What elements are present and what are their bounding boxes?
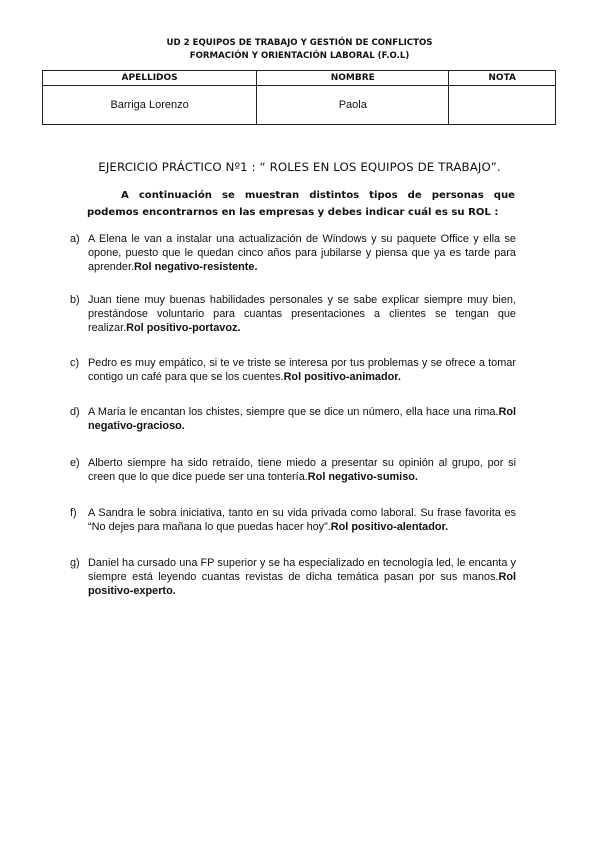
item-text: A Elena le van a instalar una actualización de Windows y su paquete Office y ella se opone, puesto que le quedan cinco años para jubilarse y piensa que ya es tarde para aprender. <box>88 233 516 273</box>
list-item <box>70 233 516 275</box>
table-row <box>43 86 556 125</box>
item-letter: c) <box>70 357 80 369</box>
item-role: Rol negativo-sumiso. <box>307 470 418 483</box>
list-item <box>70 406 516 434</box>
list-item <box>70 357 516 385</box>
item-letter: f) <box>70 507 77 519</box>
header-apellidos: APELLIDOS <box>43 71 257 86</box>
list-item <box>70 294 516 336</box>
item-letter: a) <box>70 233 80 245</box>
item-role: Rol positivo-experto. <box>88 570 516 597</box>
item-letter: b) <box>70 294 80 306</box>
list-item <box>70 557 516 599</box>
item-text: A María le encantan los chistes, siempre que se dice un número, ella hace una rima. <box>88 406 499 418</box>
exercise-title: EJERCICIO PRÁCTICO Nº1 : “ ROLES EN LOS EQUIPOS DE TRABAJO”. <box>98 160 501 174</box>
item-text: Daniel ha cursado una FP superior y se ha especializado en tecnología led, le encanta y siempre está leyendo cuantas revistas de dicha temática pasan por sus manos. <box>88 557 516 583</box>
item-letter: e) <box>70 457 80 469</box>
cell-apellidos: Barriga Lorenzo <box>43 86 257 125</box>
intro-paragraph: A continuación se muestran distintos tipos de personas que podemos encontrarnos en las empresas y debes indicar cuál es su ROL : <box>87 190 515 218</box>
header-nombre: NOMBRE <box>257 71 449 86</box>
list-item <box>70 457 516 485</box>
cell-nota <box>449 86 556 125</box>
item-letter: d) <box>70 406 80 418</box>
item-role: Rol negativo-gracioso. <box>88 406 516 432</box>
item-text: Pedro es muy empático, si te ve triste se interesa por tus problemas y se ofrece a tomar contigo un café para que se los cuentes. <box>88 357 516 383</box>
item-role: Rol positivo-portavoz. <box>126 321 241 334</box>
header-line-subject: FORMACIÓN Y ORIENTACIÓN LABORAL (F.O.L) <box>189 50 410 61</box>
item-role: Rol negativo-resistente. <box>134 260 258 273</box>
item-text: Alberto siempre ha sido retraído, tiene miedo a presentar su opinión al grupo, por si creen que lo que dice puede ser una tontería. <box>88 457 516 483</box>
item-text: A Sandra le sobra iniciativa, tanto en su vida privada como laboral. Su frase favorita es “No dejes para mañana lo que puedas hacer hoy”. <box>88 507 516 533</box>
header-line-unit: UD 2 EQUIPOS DE TRABAJO Y GESTIÓN DE CONFLICTOS <box>166 38 433 48</box>
item-role: Rol positivo-animador. <box>283 370 401 383</box>
item-text: Juan tiene muy buenas habilidades personales y se sabe explicar siempre muy bien, prestándose voluntario para cuantas presentaciones a clientes se tengan que realizar. <box>88 294 516 334</box>
document-header <box>0 37 599 62</box>
cell-nombre: Paola <box>257 86 449 125</box>
student-info-table <box>42 70 556 125</box>
header-nota: NOTA <box>449 71 556 86</box>
table-header-row <box>43 71 556 86</box>
item-letter: g) <box>70 557 80 569</box>
item-role: Rol positivo-alentador. <box>330 520 449 533</box>
list-item <box>70 507 516 535</box>
